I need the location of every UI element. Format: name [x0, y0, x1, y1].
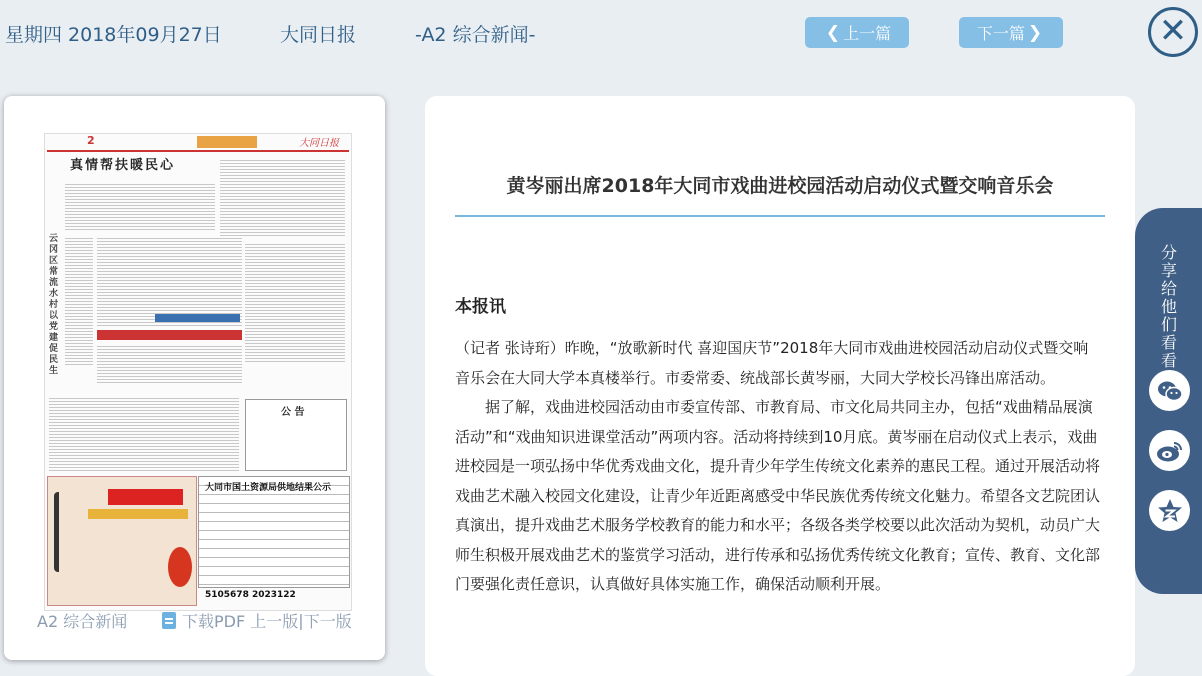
prev-article-button[interactable]: [805, 17, 909, 48]
thumb-text-block: [65, 236, 93, 366]
page-preview-card: [4, 96, 385, 660]
preview-links: [162, 609, 352, 632]
thumb-ad-yellow-banner: [88, 509, 188, 519]
thumb-text-block: [97, 236, 242, 326]
thumb-ad-brush: [54, 492, 81, 572]
thumb-ad-red-banner: [108, 489, 183, 505]
share-label: 分享给他们看看: [1160, 243, 1177, 370]
thumb-ad-phone: 5105678 2023122: [205, 590, 296, 600]
next-article-button[interactable]: [959, 17, 1063, 48]
article-paragraph: （记者 张诗珩）昨晚，“放歌新时代 喜迎国庆节”2018年大同市戏曲进校园活动启动仪式暨交响音乐会在大同大学本真楼举行。市委常委、统战部长黄岑丽，大同大学校长冯锋出席活动。: [455, 339, 1089, 387]
article-title: 黄岑丽出席2018年大同市戏曲进校园活动启动仪式暨交响音乐会: [506, 175, 1054, 197]
thumb-logo: 大同日报: [299, 138, 339, 149]
thumb-blue-bar: [155, 314, 240, 322]
thumb-text-block: [49, 396, 239, 471]
preview-page-label: A2 综合新闻: [37, 612, 128, 631]
thumb-text-block: [65, 182, 215, 232]
article-byline: 本报讯: [455, 297, 506, 317]
article-body: [455, 334, 1100, 600]
share-panel: [1135, 208, 1202, 594]
thumb-table-title: 大同市国土资源局供地结果公示: [205, 480, 331, 493]
close-icon[interactable]: ✕: [1148, 7, 1198, 57]
thumb-notice-box: [245, 399, 347, 471]
thumb-vertical-title: 云冈区常流水村以党建促民生: [49, 234, 59, 376]
top-bar: [0, 0, 1202, 70]
thumb-ad-lantern: [168, 547, 192, 587]
thumb-notice-title: 公 告: [281, 407, 305, 418]
prev-article-label: 上一篇: [843, 24, 892, 43]
newspaper-name: 大同日报: [280, 24, 357, 46]
article-card: [425, 96, 1135, 676]
chevron-right-icon: ❯: [1027, 22, 1043, 43]
issue-date: 星期四 2018年09月27日: [5, 24, 222, 46]
preview-footer: [4, 609, 385, 633]
thumb-text-block: [220, 158, 345, 238]
prev-page-link[interactable]: 上一版: [250, 612, 299, 631]
thumb-text-block: [97, 344, 242, 384]
chevron-left-icon: ❮: [825, 22, 841, 43]
link-separator: |: [298, 611, 304, 630]
title-divider: [455, 215, 1105, 217]
thumb-section-bar: [197, 136, 257, 148]
thumb-red-bar: [97, 330, 242, 340]
thumb-page-number: 2: [87, 134, 95, 147]
download-pdf-link[interactable]: 下载PDF: [182, 612, 246, 631]
weibo-icon[interactable]: [1149, 430, 1190, 471]
pdf-icon: [162, 612, 176, 629]
page-section: -A2 综合新闻-: [415, 24, 536, 46]
thumb-ad: [47, 476, 197, 606]
qzone-icon[interactable]: [1149, 490, 1190, 531]
thumb-masthead: [47, 136, 349, 152]
thumb-text-block: [245, 242, 345, 362]
article-paragraph: 据了解，戏曲进校园活动由市委宣传部、市教育局、市文化局共同主办，包括“戏曲精品展演活动”和“戏曲知识进课堂活动”两项内容。活动将持续到10月底。黄岑丽在启动仪式上表示，戏曲进校园是一项弘扬中华优秀戏曲文化，提升青少年学生传统文化素养的惠民工程。通过开展活动将戏曲艺术融入校园文化建设，让青少年近距离感受中华民族优秀传统文化魅力。希望各文艺院团认真演出，提升戏曲艺术服务学校教育的能力和水平；各级各类学校要以此次活动为契机，动员广大师生积极开展戏曲艺术的鉴赏学习活动，进行传承和弘扬优秀传统文化教育；宣传、教育、文化部门要强化责任意识，认真做好具体实施工作，确保活动顺利开展。: [455, 398, 1101, 593]
page-thumbnail[interactable]: [44, 133, 352, 611]
next-page-link[interactable]: 下一版: [303, 612, 352, 631]
wechat-icon[interactable]: [1149, 370, 1190, 411]
thumb-headline: 真情帮扶暖民心: [70, 158, 176, 173]
next-article-label: 下一篇: [976, 24, 1025, 43]
